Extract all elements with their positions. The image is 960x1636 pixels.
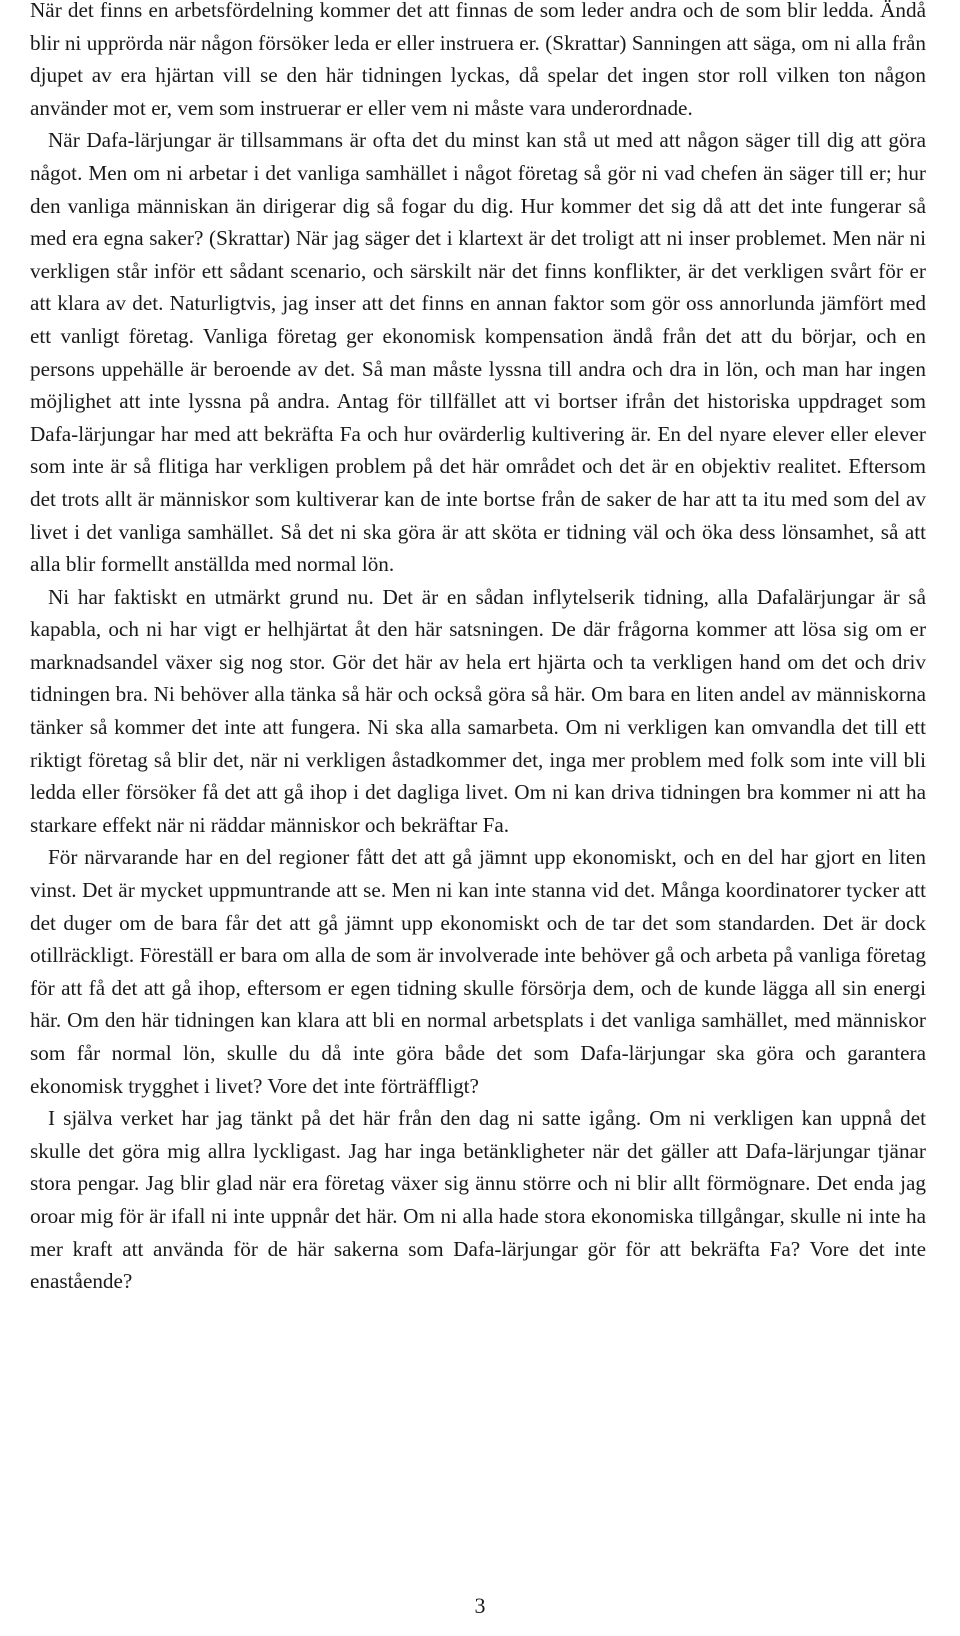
- paragraph-3: Ni har faktiskt en utmärkt grund nu. Det är en sådan inflytelserik tidning, alla Dafalärjungar är så kapabla, och ni har vigt er helhjärtat åt den här satsningen. De där frågorna kommer att lösa sig om er marknadsandel växer sig nog stor. Gör det här av hela ert hjärta och ta verkligen hand om det och driv tidningen bra. Ni behöver alla tänka så här och också göra så här. Om bara en liten andel av människorna tänker så kommer det inte att fungera. Ni ska alla samarbeta. Om ni verkligen kan omvandla det till ett riktigt företag så blir det, när ni verkligen åstadkommer det, inga mer problem med folk som inte vill bli ledda eller försöker få det att gå ihop i det dagliga livet. Om ni kan driva tidningen bra kommer ni att ha starkare effekt när ni räddar människor och bekräftar Fa.: [30, 584, 926, 837]
- paragraph-2: När Dafa-lärjungar är tillsammans är ofta det du minst kan stå ut med att någon säger till dig att göra något. Men om ni arbetar i det vanliga samhället i något företag så gör ni vad chefen än säger till er; hur den vanliga människan än dirigerar dig så fogar du dig. Hur kommer det sig då att det inte fungerar så med era egna saker? (Skrattar) När jag säger det i klartext är det troligt att ni inser problemet. Men när ni verkligen står inför ett sådant scenario, och särskilt när det finns konflikter, är det verkligen svårt för er att klara av det. Naturligtvis, jag inser att det finns en annan faktor som gör oss annorlunda jämfört med ett vanligt företag. Vanliga företag ger ekonomisk kompensation ändå från det att du börjar, och en persons uppehälle är beroende av det. Så man måste lyssna till andra och dra in lön, och man har ingen möjlighet att inte lyssna på andra. Antag för tillfället att vi bortser ifrån det historiska uppdraget som Dafa-lärjungar har med att bekräfta Fa och hur ovärderlig kultivering är. En del nyare elever eller elever som inte är så flitiga har verkligen problem på det här området och det är en objektiv realitet. Eftersom det trots allt är människor som kultiverar kan de inte bortse från de saker de har att ta itu med som del av livet i det vanliga samhället. Så det ni ska göra är att sköta er tidning väl och öka dess lönsamhet, så att alla blir formellt anställda med normal lön.: [30, 128, 926, 577]
- page-number: 3: [474, 1593, 486, 1618]
- text-body: [30, 0, 926, 1298]
- paragraph-1: När det finns en arbetsfördelning kommer det att finnas de som leder andra och de som blir ledda. Ändå blir ni upprörda när någon försöker leda er eller instruera er. (Skrattar) Sanningen att säga, om ni alla från djupet av era hjärtan vill se den här tidningen lyckas, då spelar det ingen stor roll vilken ton någon använder mot er, vem som instruerar er eller vem ni måste vara underordnade.: [30, 0, 926, 120]
- paragraph-4: För närvarande har en del regioner fått det att gå jämnt upp ekonomiskt, och en del har gjort en liten vinst. Det är mycket uppmuntrande att se. Men ni kan inte stanna vid det. Många koordinatorer tycker att det duger om de bara får det att gå jämnt upp ekonomiskt och de tar det som standarden. Det är dock otillräckligt. Föreställ er bara om alla de som är involverade inte behöver gå och arbeta på vanliga företag för att få det att gå ihop, eftersom er egen tidning skulle försörja dem, och de kunde lägga all sin energi här. Om den här tidningen kan klara att bli en normal arbetsplats i det vanliga samhället, med människor som får normal lön, skulle du då inte göra både det som Dafa-lärjungar ska göra och garantera ekonomisk trygghet i livet? Vore det inte förträffligt?: [30, 845, 926, 1098]
- paragraph-5: I själva verket har jag tänkt på det här från den dag ni satte igång. Om ni verkligen kan uppnå det skulle det göra mig allra lyckligast. Jag har inga betänkligheter när det gäller att Dafa-lärjungar tjänar stora pengar. Jag blir glad när era företag växer sig ännu större och ni blir allt förmögnare. Det enda jag oroar mig för är ifall ni inte uppnår det här. Om ni alla hade stora ekonomiska tillgångar, skulle ni inte ha mer kraft att använda för de här sakerna som Dafa-lärjungar gör för att bekräfta Fa? Vore det inte enastående?: [30, 1106, 926, 1294]
